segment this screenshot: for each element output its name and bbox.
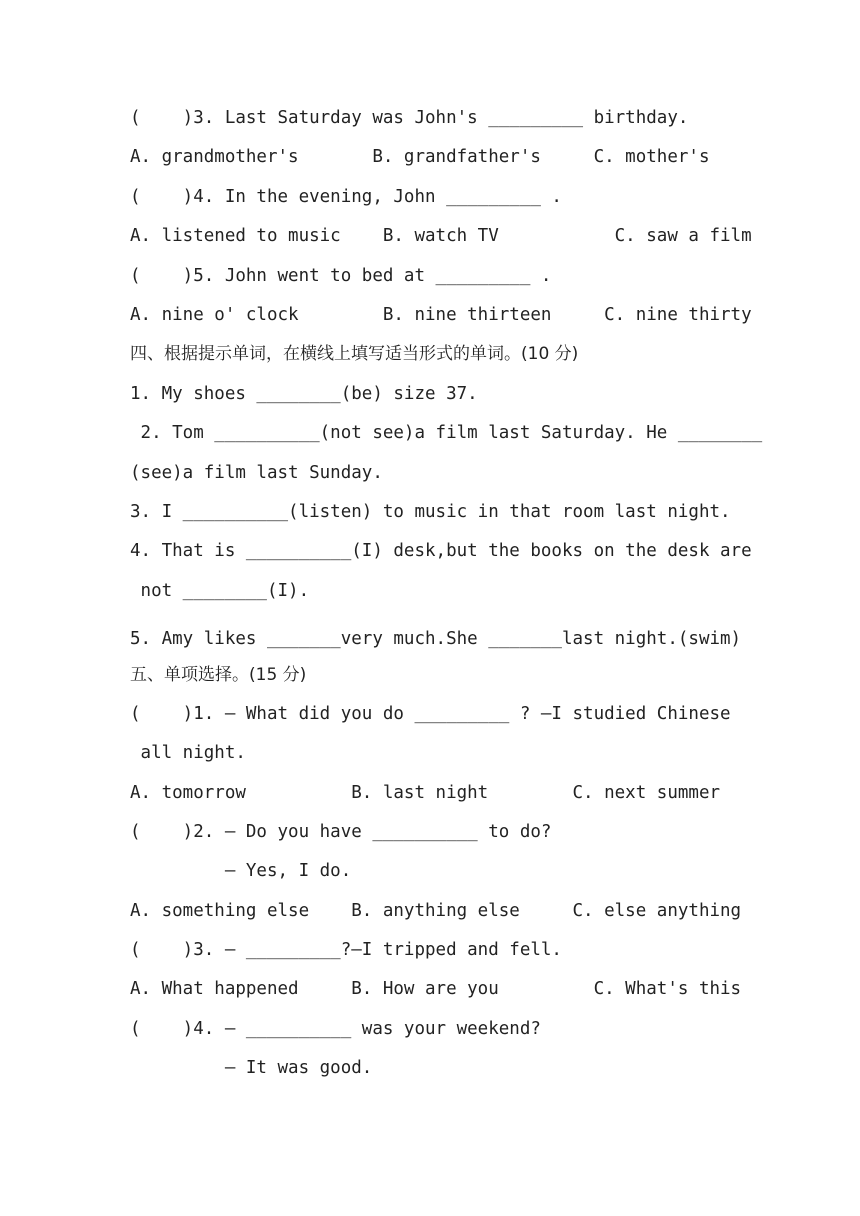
choice-1-options: A. tomorrow B. last night C. next summer	[130, 783, 721, 803]
fill-item-1: 1. My shoes ________(be) size 37.	[130, 384, 478, 404]
fill-item-4: 4. That is __________(I) desk,but the books on the desk are	[130, 541, 752, 561]
choice-4-answer: — It was good.	[130, 1058, 373, 1078]
question-3-stem: ( )3. Last Saturday was John's _________ birthday.	[130, 108, 689, 128]
choice-1-stem-continued: all night.	[130, 743, 246, 763]
fill-item-2-continued: (see)a film last Sunday.	[130, 463, 383, 483]
fill-item-5: 5. Amy likes _______very much.She _______last night.(swim)	[130, 629, 742, 649]
question-4-options: A. listened to music B. watch TV C. saw a film	[130, 226, 752, 246]
choice-2-stem: ( )2. — Do you have __________ to do?	[130, 822, 552, 842]
choice-1-stem: ( )1. — What did you do _________ ? —I studied Chinese	[130, 704, 731, 724]
question-4-stem: ( )4. In the evening, John _________ .	[130, 187, 562, 207]
choice-2-answer: — Yes, I do.	[130, 861, 352, 881]
section-5-heading: 五、单项选择。(15 分)	[130, 665, 307, 685]
question-5-stem: ( )5. John went to bed at _________ .	[130, 266, 552, 286]
choice-3-stem: ( )3. — _________?—I tripped and fell.	[130, 940, 562, 960]
question-5-options: A. nine o' clock B. nine thirteen C. nine thirty	[130, 305, 752, 325]
fill-item-4-continued: not ________(I).	[130, 581, 310, 601]
choice-4-stem: ( )4. — __________ was your weekend?	[130, 1019, 541, 1039]
section-4-heading: 四、根据提示单词，在横线上填写适当形式的单词。(10 分)	[130, 344, 579, 364]
choice-2-options: A. something else B. anything else C. else anything	[130, 901, 742, 921]
fill-item-3: 3. I __________(listen) to music in that room last night.	[130, 502, 731, 522]
question-3-options: A. grandmother's B. grandfather's C. mother's	[130, 147, 710, 167]
choice-3-options: A. What happened B. How are you C. What's this	[130, 979, 742, 999]
fill-item-2: 2. Tom __________(not see)a film last Saturday. He ________	[130, 423, 763, 443]
